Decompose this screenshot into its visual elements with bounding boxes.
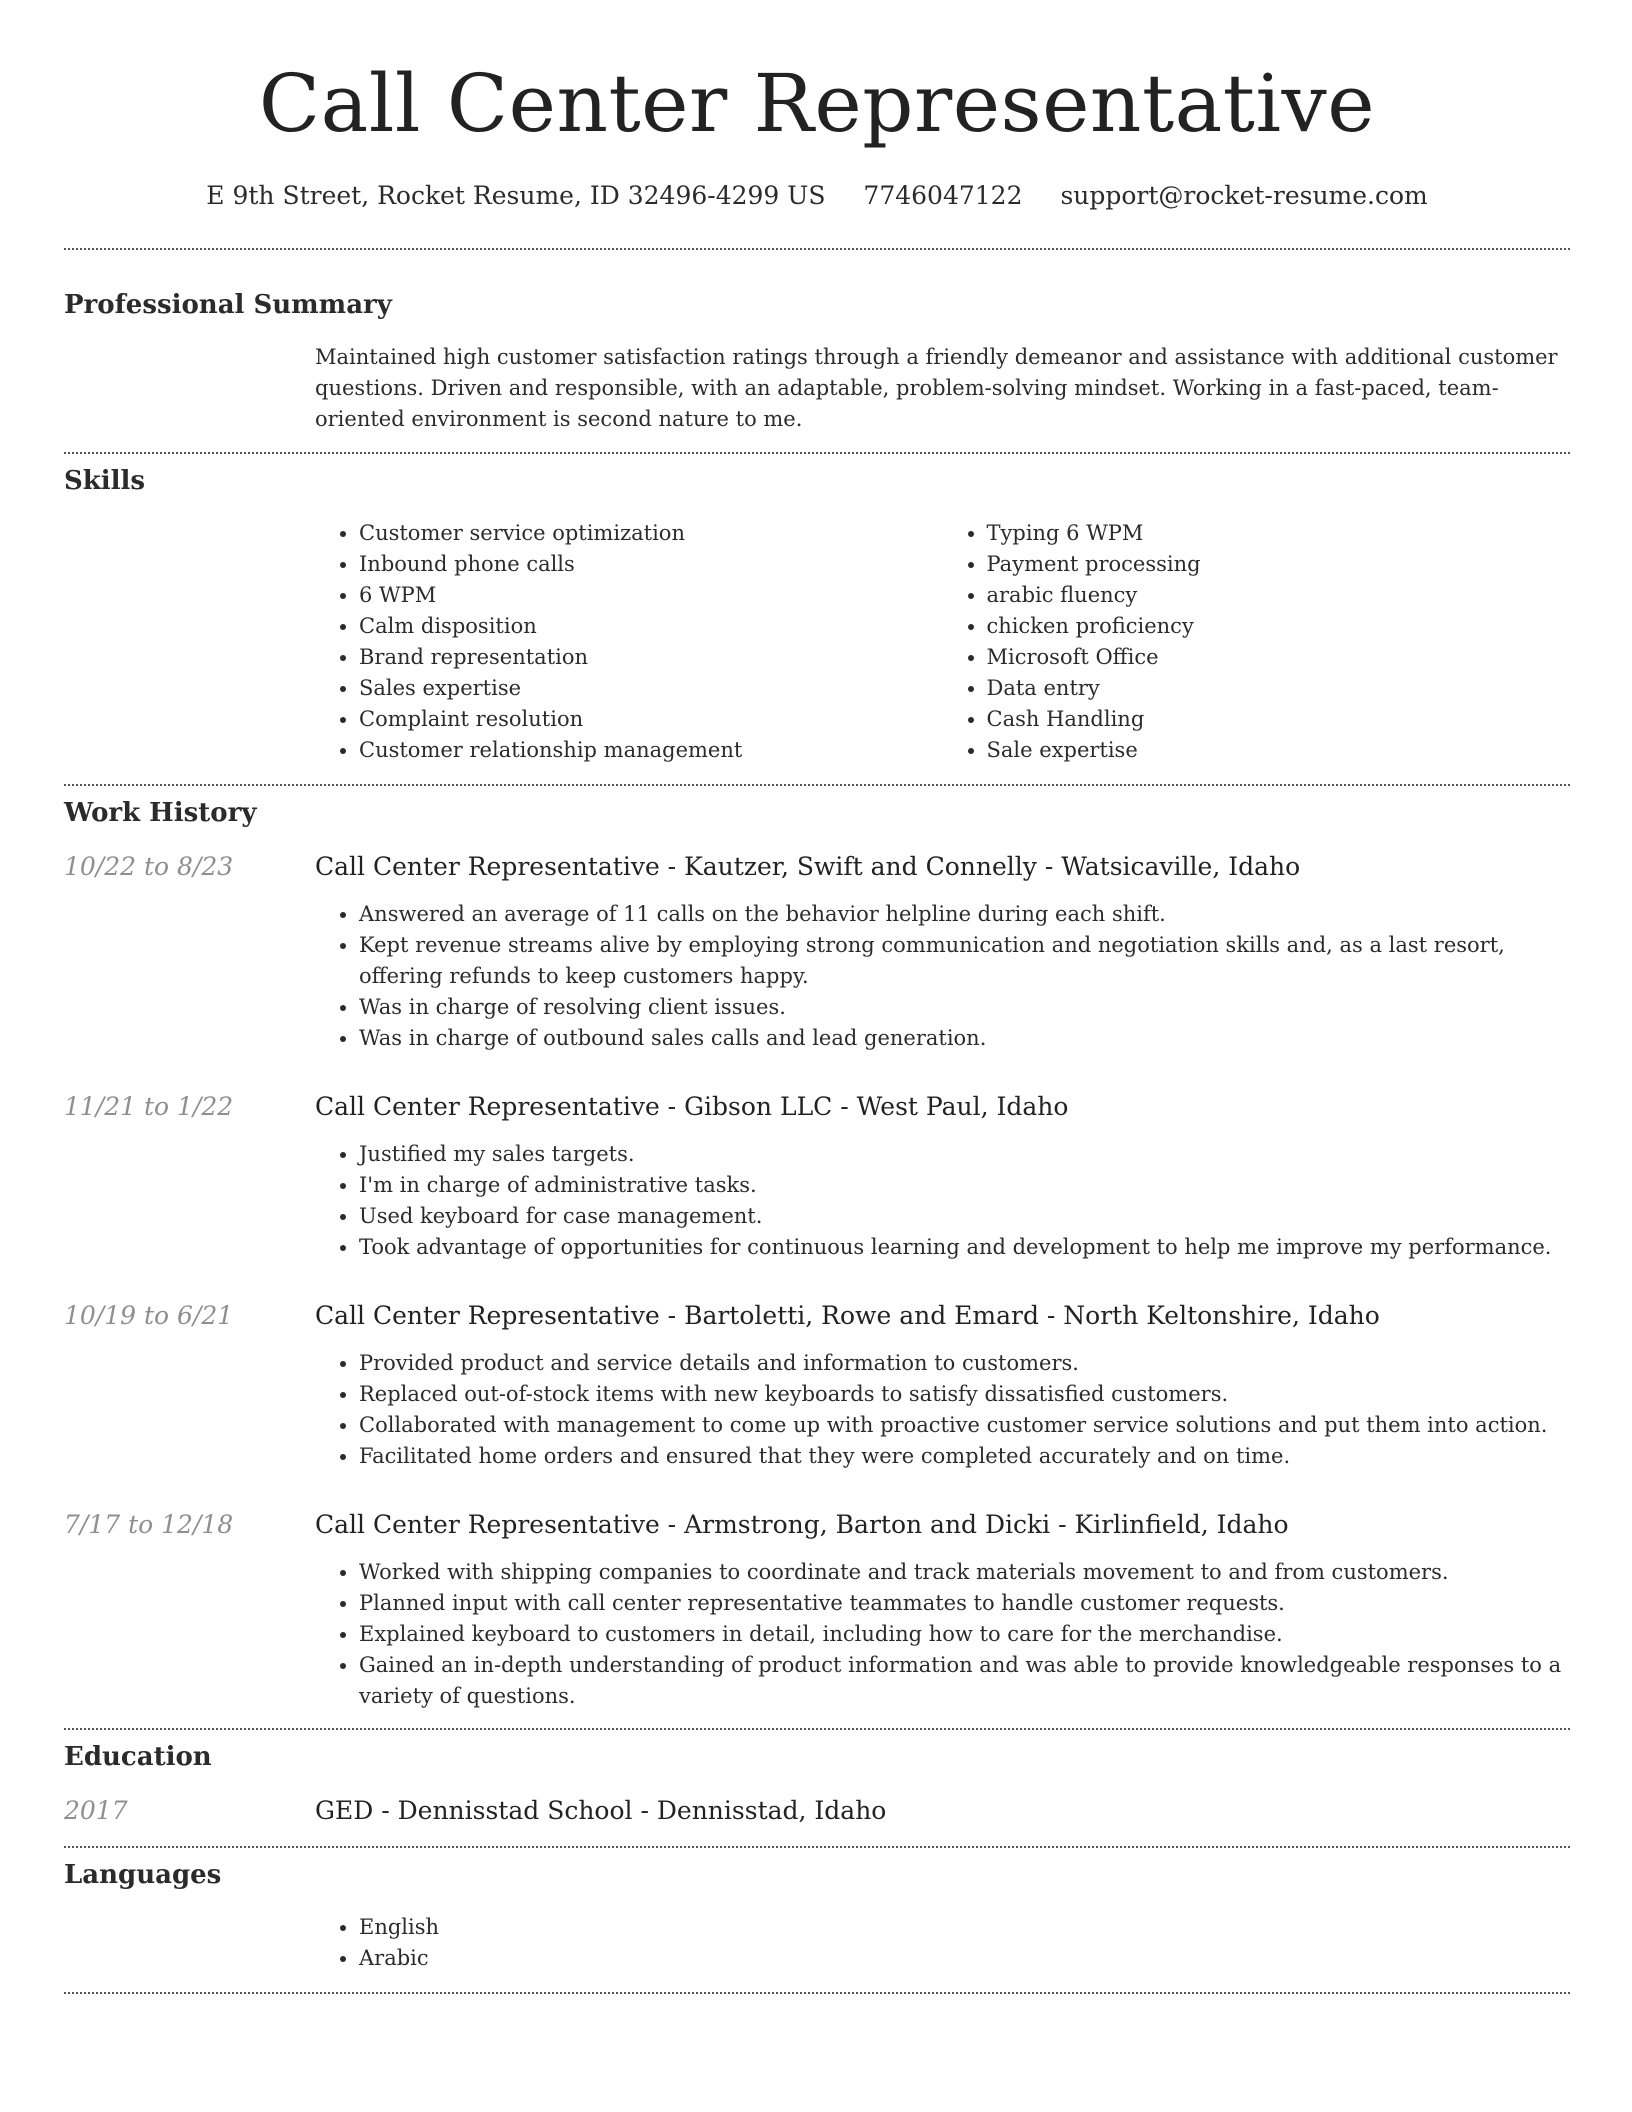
- job-bullet: • Collaborated with management to come up with proactive customer service solutions and put them into action.: [359, 1410, 1570, 1441]
- skill-item: • Cash Handling: [987, 704, 1571, 735]
- skill-item: • Customer service optimization: [359, 518, 943, 549]
- job-bullets: [315, 1557, 1570, 1712]
- work-title: Work History: [64, 798, 257, 828]
- job-bullet: • Gained an in-depth understanding of product information and was able to provide knowledgeable responses to a variety of questions.: [359, 1650, 1570, 1712]
- languages-title: Languages: [64, 1860, 222, 1890]
- divider: [64, 1992, 1570, 1994]
- languages-list: [315, 1912, 1570, 1974]
- job-entry: [64, 850, 1570, 1054]
- job-bullet: • Worked with shipping companies to coordinate and track materials movement to and from customers.: [359, 1557, 1570, 1588]
- summary-text: Maintained high customer satisfaction ratings through a friendly demeanor and assistance with additional customer questions. Driven and responsible, with an adaptable, problem-solving mindset. Working in a fast-paced, team-oriented environment is second nature to me.: [315, 345, 1558, 431]
- job-bullet: • Facilitated home orders and ensured that they were completed accurately and on time.: [359, 1441, 1570, 1472]
- languages-section: [64, 1858, 1570, 1974]
- work-section: [64, 796, 1570, 1712]
- job-bullets: [315, 1348, 1570, 1472]
- skill-item: • Brand representation: [359, 642, 943, 673]
- job-bullet: • I'm in charge of administrative tasks.: [359, 1170, 1570, 1201]
- skill-item: • Complaint resolution: [359, 704, 943, 735]
- divider: [64, 1846, 1570, 1848]
- education-title: Education: [64, 1742, 212, 1772]
- resume-page: [64, 0, 1570, 1994]
- divider: [64, 1728, 1570, 1730]
- job-date: 7/17 to 12/18: [64, 1510, 234, 1539]
- job-header: [64, 1299, 1570, 1333]
- job-bullet: • Answered an average of 11 calls on the behavior helpline during each shift.: [359, 899, 1570, 930]
- job-title: Call Center Representative - Bartoletti, Rowe and Emard - North Keltonshire, Idaho: [315, 1301, 1380, 1330]
- job-date: 10/22 to 8/23: [64, 852, 234, 881]
- resume-name: Call Center Representative: [258, 57, 1376, 150]
- skills-section: [64, 464, 1570, 766]
- job-bullet: • Explained keyboard to customers in detail, including how to care for the merchandise.: [359, 1619, 1570, 1650]
- job-entry: [64, 1299, 1570, 1472]
- job-title: Call Center Representative - Armstrong, Barton and Dicki - Kirlinfield, Idaho: [315, 1510, 1289, 1539]
- contact-email: support@rocket-resume.com: [1060, 181, 1428, 210]
- language-item: • Arabic: [359, 1943, 1570, 1974]
- skill-item: • arabic fluency: [987, 580, 1571, 611]
- skill-item: • Typing 6 WPM: [987, 518, 1571, 549]
- skill-item: • Payment processing: [987, 549, 1571, 580]
- language-item: • English: [359, 1912, 1570, 1943]
- education-degree: GED - Dennisstad School - Dennisstad, Idaho: [315, 1796, 887, 1825]
- contact-address: E 9th Street, Rocket Resume, ID 32496-4299 US: [206, 181, 826, 210]
- job-title: Call Center Representative - Gibson LLC - West Paul, Idaho: [315, 1092, 1069, 1121]
- job-bullet: • Used keyboard for case management.: [359, 1201, 1570, 1232]
- skill-item: • chicken proficiency: [987, 611, 1571, 642]
- skills-title: Skills: [64, 466, 146, 496]
- job-bullet: • Was in charge of resolving client issues.: [359, 992, 1570, 1023]
- job-bullets: [315, 1139, 1570, 1263]
- job-bullets: [315, 899, 1570, 1054]
- education-section: [64, 1740, 1570, 1828]
- job-bullet: • Took advantage of opportunities for continuous learning and development to help me improve my performance.: [359, 1232, 1570, 1263]
- education-date: 2017: [64, 1796, 128, 1825]
- job-date: 11/21 to 1/22: [64, 1092, 234, 1121]
- job-entry: [64, 1508, 1570, 1712]
- job-entry: [64, 1090, 1570, 1263]
- job-bullet: • Was in charge of outbound sales calls and lead generation.: [359, 1023, 1570, 1054]
- job-bullet: • Justified my sales targets.: [359, 1139, 1570, 1170]
- job-header: [64, 1508, 1570, 1542]
- skill-item: • Inbound phone calls: [359, 549, 943, 580]
- summary-section: [64, 288, 1570, 435]
- job-bullet: • Replaced out-of-stock items with new keyboards to satisfy dissatisfied customers.: [359, 1379, 1570, 1410]
- skills-columns: [315, 518, 1570, 766]
- job-bullet: • Kept revenue streams alive by employing strong communication and negotiation skills and, as a last resort, offering refunds to keep customers happy.: [359, 930, 1570, 992]
- divider: [64, 248, 1570, 250]
- skill-item: • Customer relationship management: [359, 735, 943, 766]
- job-header: [64, 850, 1570, 884]
- job-bullet: • Planned input with call center representative teammates to handle customer requests.: [359, 1588, 1570, 1619]
- job-bullet: • Provided product and service details and information to customers.: [359, 1348, 1570, 1379]
- skill-item: • Microsoft Office: [987, 642, 1571, 673]
- divider: [64, 784, 1570, 786]
- summary-title: Professional Summary: [64, 290, 392, 320]
- skill-item: • Sale expertise: [987, 735, 1571, 766]
- skill-item: • Sales expertise: [359, 673, 943, 704]
- job-date: 10/19 to 6/21: [64, 1301, 234, 1330]
- skill-item: • Calm disposition: [359, 611, 943, 642]
- skills-list-right: [943, 518, 1571, 766]
- contact-line: [64, 180, 1570, 212]
- education-entry: [64, 1794, 1570, 1828]
- job-title: Call Center Representative - Kautzer, Swift and Connelly - Watsicaville, Idaho: [315, 852, 1301, 881]
- skills-list-left: [315, 518, 943, 766]
- contact-phone: 7746047122: [863, 181, 1023, 210]
- skill-item: • 6 WPM: [359, 580, 943, 611]
- skill-item: • Data entry: [987, 673, 1571, 704]
- divider: [64, 452, 1570, 454]
- job-header: [64, 1090, 1570, 1124]
